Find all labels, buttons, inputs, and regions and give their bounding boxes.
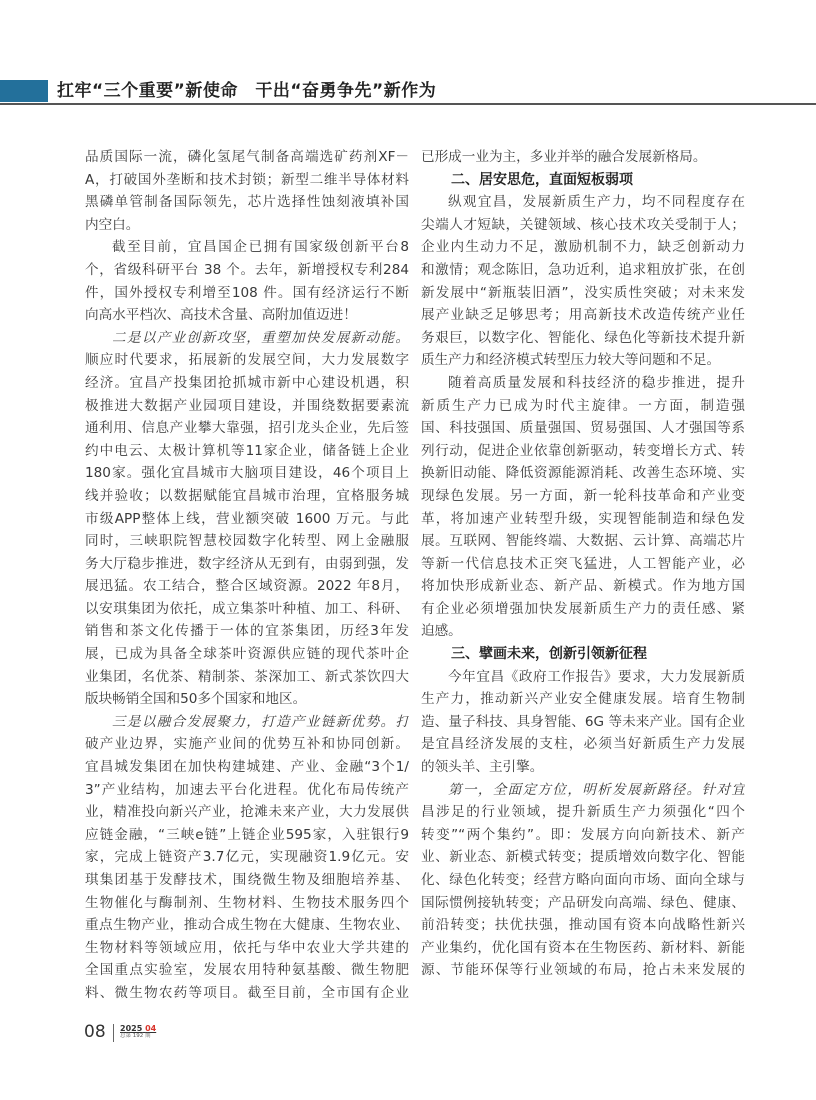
total-issue: 总第 192 期 (120, 1033, 151, 1039)
text-line: 昌涉足的行业领域，提升新质生产力须强化“四个 (421, 804, 745, 821)
text-line: 破产业边界，实施产业间的优势互补和协同创新。 (85, 736, 409, 753)
text-line: 全国重点实验室，发展农用特种氨基酸、微生物肥 (85, 962, 409, 979)
text-line: 今年宜昌《政府工作报告》要求，大力发展新质 (448, 668, 745, 685)
text-line: 展迅猛。农工结合，整合区域资源。2022 年8月， (85, 578, 409, 595)
right-column (421, 146, 745, 982)
text-line: 黑磷单管制备国际领先，芯片选择性蚀刻液填补国 (85, 194, 409, 211)
text-line: 产业集约，优化国有资本在生物医药、新材料、新能 (421, 939, 745, 956)
text-line: 应链金融，“三峡e链”上链企业595家，入驻银行9 (85, 826, 409, 843)
text-line: 销售和茶文化传播于一体的宜茶集团，历经3年发 (85, 623, 409, 640)
text-line: 务艰巨，以数字化、智能化、绿色化等新技术提升新 (421, 329, 745, 346)
section-heading: 二、居安思危，直面短板弱项 (451, 171, 633, 188)
header-accent-block (0, 80, 48, 102)
text-line: A，打破国外垄断和技术封锁；新型二维半导体材料 (85, 171, 409, 188)
text-line: 180家。强化宜昌城市大脑项目建设，46个项目上 (85, 465, 409, 482)
text-line: 同时，三峡职院智慧校园数字化转型、网上金融服 (85, 533, 409, 550)
text-line: 展。互联网、智能终端、大数据、云计算、高端芯片 (421, 533, 745, 550)
text-line: 已形成一业为主，多业并举的融合发展新格局。 (421, 149, 707, 165)
text-line: 家，完成上链资产3.7亿元，实现融资1.9亿元。安 (85, 849, 409, 866)
text-line: 顺应时代要求，拓展新的发展空间，大力发展数字 (85, 352, 409, 369)
text-line: 经济。宜昌产投集团抢抓城市新中心建设机遇，积 (85, 374, 409, 391)
text-line: 前沿转变；扶优扶强，推动国有资本向战略性新兴 (421, 917, 745, 934)
text-line: 现绿色发展。另一方面，新一轮科技革命和产业变 (421, 487, 745, 504)
page-title: 扛牢“三个重要”新使命 干出“奋勇争先”新作为 (57, 81, 437, 101)
text-line: 宜昌城发集团在加快构建城建、产业、金融“3个1/ (85, 759, 409, 776)
text-line: 个，省级科研平台 38 个。去年，新增授权专利284 (85, 261, 409, 278)
text-line: 向高水平档次、高技术含量、高附加值迈进！ (85, 307, 357, 324)
text-line: 质生产力和经济模式转型压力较大等问题和不足。 (421, 352, 721, 369)
text-line: 有企业必须增强加快发展新质生产力的责任感、紧 (421, 600, 745, 617)
text-line: 源、节能环保等行业领域的布局，抢占未来发展的 (421, 962, 745, 979)
footer-divider (113, 1024, 114, 1042)
text-line: 版块畅销全国和50多个国家和地区。 (85, 691, 307, 708)
text-line: 生产力，推动新兴产业安全健康发展。培育生物制 (421, 691, 745, 708)
text-line: 列行动，促进企业依靠创新驱动，转变增长方式、转 (421, 442, 745, 459)
issue-year: 2025 (120, 1024, 143, 1033)
issue-info (120, 1024, 156, 1040)
text-line: 国、科技强国、质量强国、贸易强国、人才强国等系 (421, 420, 745, 437)
section-heading: 三、擘画未来，创新引领新征程 (451, 646, 647, 663)
text-line: 转变”“两个集约”。即：发展方向向新技术、新产 (421, 826, 745, 843)
text-line: 新发展中“新瓶装旧酒”，没实质性突破；对未来发 (421, 284, 745, 301)
text-line: 三是以融合发展聚力，打造产业链新优势。打 (112, 713, 409, 730)
text-line: 将加快形成新业态、新产品、新模式。作为地方国 (421, 578, 745, 595)
text-line: 等新一代信息技术正突飞猛进，人工智能产业，必 (421, 555, 745, 572)
text-line: 纵观宜昌，发展新质生产力，均不同程度存在 (448, 194, 745, 211)
text-line: 截至目前，宜昌国企已拥有国家级创新平台8 (112, 239, 409, 256)
text-line: 业集团，名优茶、精制茶、茶深加工、新式茶饮四大 (85, 668, 409, 685)
text-line: 换新旧动能、降低资源能源消耗、改善生态环境、实 (421, 465, 745, 482)
text-line: 线并验收；以数据赋能宜昌城市治理，宜格服务城 (85, 487, 409, 504)
text-line: 新质生产力已成为时代主旋律。一方面，制造强 (421, 397, 745, 414)
text-line: 的领头羊、主引擎。 (421, 759, 544, 776)
text-line: 市级APP整体上线，营业额突破 1600 万元。与此 (85, 510, 409, 527)
text-line: 生物材料等领域应用，依托与华中农业大学共建的 (85, 939, 409, 956)
text-line: 务大厅稳步推进，数字经济从无到有，由弱到强，发 (85, 555, 409, 572)
text-line: 化、绿色化转变；经营方略向面向市场、面向全球与 (421, 872, 745, 888)
issue-date (120, 1024, 156, 1033)
issue-month: 04 (145, 1024, 157, 1033)
text-line: 极推进大数据产业园项目建设，并围绕数据要素流 (85, 397, 409, 414)
text-line: 重点生物产业，推动合成生物在大健康、生物农业、 (85, 917, 409, 934)
text-line: 生物催化与酶制剂、生物材料、生物技术服务四个 (85, 894, 409, 911)
text-line: 料、微生物农药等项目。截至目前，全市国有企业 (85, 984, 409, 1001)
text-line: 第一，全面定方位，明析发展新路径。针对宜 (448, 781, 745, 798)
text-line: 革，将加速产业转型升级，实现智能制造和绿色发 (421, 510, 745, 527)
text-line: 内空白。 (85, 216, 140, 233)
text-line: 和激情；观念陈旧，急功近利，追求粗放扩张，在创 (421, 261, 745, 278)
text-line: 尖端人才短缺，关键领域、核心技术攻关受制于人； (421, 216, 745, 233)
text-line: 3”产业结构，加速去平台化进程。优化布局传统产 (85, 781, 409, 798)
header-divider (0, 103, 816, 105)
text-line: 约中电云、太极计算机等11家企业，储备链上企业 (85, 442, 409, 459)
text-line: 展产业缺乏足够思考；用高新技术改造传统产业任 (421, 307, 745, 324)
text-line: 品质国际一流，磷化氢尾气制备高端选矿药剂XF－ (85, 149, 409, 165)
text-line: 迫感。 (421, 623, 462, 640)
text-line: 业，精准投向新兴产业，抢滩未来产业，大力发展供 (85, 804, 409, 821)
text-line: 琪集团基于发酵技术，围绕微生物及细胞培养基、 (85, 872, 409, 888)
left-column (85, 146, 409, 1005)
text-line: 业、新业态、新模式转变；提质增效向数字化、智能 (421, 849, 745, 866)
text-line: 展，已成为具备全球茶叶资源供应链的现代茶叶企 (85, 646, 409, 663)
text-line: 国际惯例接轨转变；产品研发向高端、绿色、健康、 (421, 894, 745, 911)
text-line: 二是以产业创新攻坚，重塑加快发展新动能。 (112, 329, 409, 346)
page-number: 08 (84, 1022, 106, 1042)
text-line: 以安琪集团为依托，成立集茶叶种植、加工、科研、 (85, 600, 409, 617)
text-line: 造、量子科技、具身智能、6G 等未来产业。国有企业 (421, 713, 745, 730)
text-line: 随着高质量发展和科技经济的稳步推进，提升 (448, 374, 745, 391)
text-line: 是宜昌经济发展的支柱，必须当好新质生产力发展 (421, 736, 745, 753)
text-line: 企业内生动力不足，激励机制不力，缺乏创新动力 (421, 239, 745, 256)
text-line: 通利用、信息产业攀大靠强，招引龙头企业，先后签 (85, 420, 409, 437)
text-line: 件，国外授权专利增至108 件。国有经济运行不断 (85, 284, 409, 301)
